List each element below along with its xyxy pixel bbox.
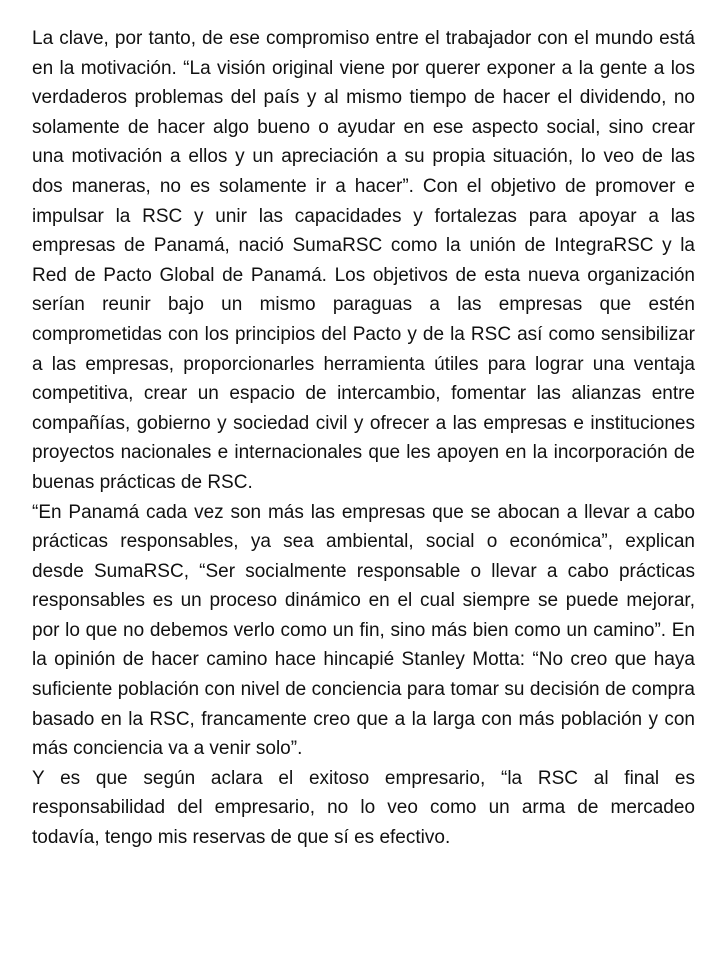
paragraph-sumarsc-quote: “En Panamá cada vez son más las empresas que se abocan a llevar a cabo prácticas responsables, ya sea ambiental, social o económica”, explican desde SumaRSC, “Ser socialmente responsable o llevar a cabo prácticas responsables es un proceso dinámico en el cual siempre se puede mejorar, por lo que no debemos verlo como un fin, sino más bien como un camino”. En la opinión de hacer camino hace hincapié Stanley Motta: “No creo que haya suficiente población con nivel de conciencia para tomar su decisión de compra basado en la RSC, francamente creo que a la larga con más población y con más conciencia va a venir solo”. — [32, 501, 695, 760]
paragraph-empresario: Y es que según aclara el exitoso empresario, “la RSC al final es responsabilidad del empresario, no lo veo como un arma de mercadeo todavía, tengo mis reservas de que sí es efectivo. — [32, 767, 695, 849]
paragraph-motivation: La clave, por tanto, de ese compromiso entre el trabajador con el mundo está en la motivación. “La visión original viene por querer exponer a la gente a los verdaderos problemas del país y al mismo tiempo de hacer el dividendo, no solamente de hacer algo bueno o ayudar en ese aspecto social, sino crear una motivación a ellos y un apreciación a su propia situación, lo veo de las dos maneras, no es solamente ir a hacer”. Con el objetivo de promover e impulsar la RSC y unir las capacidades y fortalezas para apoyar a las empresas de Panamá, nació SumaRSC como la unión de IntegraRSC y la Red de Pacto Global de Panamá. Los objetivos de esta nueva organización serían reunir bajo un mismo paraguas a las empresas que estén comprometidas con los principios del Pacto y de la RSC así como sensibilizar a las empresas, proporcionarles herramienta útiles para lograr una ventaja competitiva, crear un espacio de intercambio, fomentar las alianzas entre compañías, gobierno y sociedad civil y ofrecer a las empresas e instituciones proyectos nacionales e internacionales que les apoyen en la incorporación de buenas prácticas de RSC. — [32, 28, 695, 493]
document-body — [32, 24, 695, 853]
